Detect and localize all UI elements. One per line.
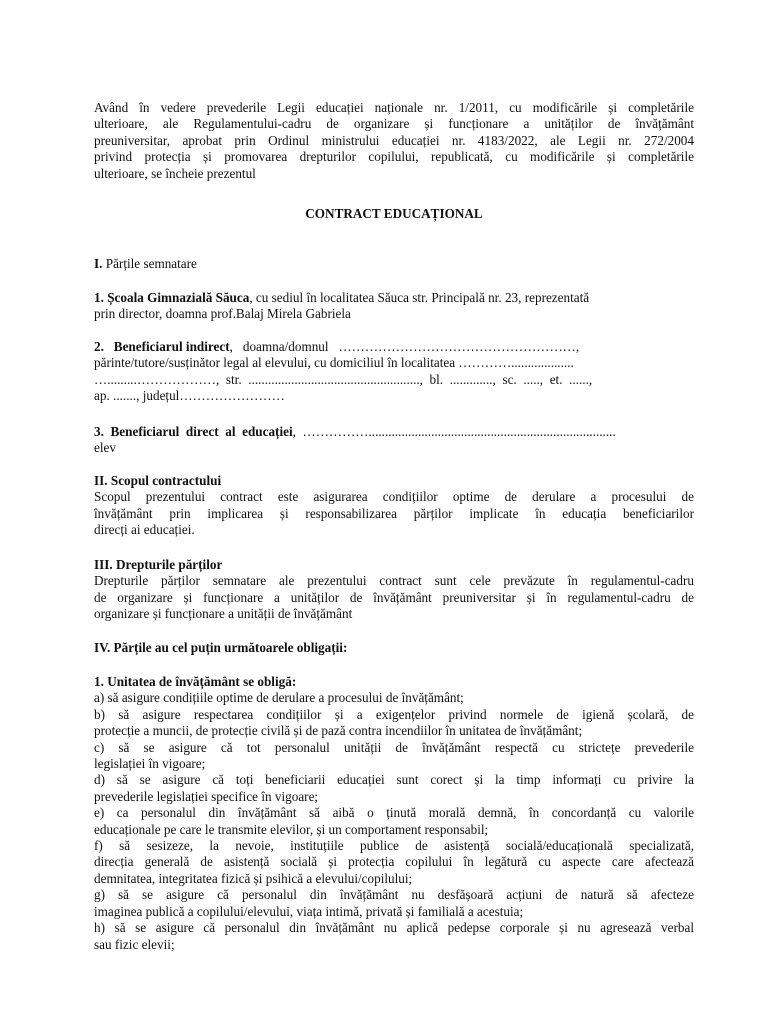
party-2-line: ….........………………, str. ...................................................., bl. ............., sc. ....., et. ......, [94, 371, 593, 387]
obligation-d-cont: prevederile legislației specifice în vigoare; [94, 788, 319, 804]
obligation-b-cont: protecție a muncii, de protecție civilă și de pază contra incendiilor în unitatea de învățământ; [94, 723, 583, 739]
party-2-line: ap. ......., județul…………………… [94, 388, 285, 404]
obligation-h: h) să se asigure că personalul din învățământ nu aplică pedepse corporale și nu agresează verbal [94, 920, 694, 936]
obligation-f-cont: direcția generală de asistență socială și protecția copilului în legătură cu aspecte care afectează [94, 854, 694, 870]
obligation-b: b) să asigure respectarea condițiilor și a exigențelor privind normele de igienă școlară, de [94, 706, 694, 722]
section-4-heading: IV. Părțile au cel puțin următoarele obligații: [94, 640, 348, 655]
section-2-line: direcți ai educației. [94, 522, 195, 538]
party-3-line: elev [94, 440, 116, 456]
obligation-g: g) să se asigure că personalul din învățământ nu desfășoară acțiuni de natură să afecteze [94, 887, 694, 903]
obligation-e-cont: educaționale pe care le transmite elevilor, și un comportament responsabil; [94, 821, 489, 837]
party-2-label: 2. Beneficiarul indirect [94, 339, 230, 354]
party-2-line [94, 339, 694, 355]
section-3 [94, 557, 694, 623]
party-1-line: prin director, doamna prof.Balaj Mirela Gabriela [94, 306, 351, 322]
obligation-f: f) să sesizeze, la nevoie, instituțiile publice de asistență socială/educațională specializată, [94, 838, 694, 854]
obligation-c-cont: legislației în vigoare; [94, 756, 206, 772]
party-1-school [94, 290, 694, 323]
school-obligations [94, 674, 694, 953]
section-3-line: de organizare și funcționare a unităților de învățământ preuniversitar și în regulamentul-cadru de [94, 589, 694, 605]
obligation-h-cont: sau fizic elevii; [94, 936, 175, 952]
section-2-line: Scopul prezentului contract este asigurarea condițiilor optime de derulare a procesului de [94, 489, 694, 505]
section-2 [94, 473, 694, 539]
intro-line: preuniversitar, aprobat prin Ordinul ministrului educației nr. 4183/2022, ale Legii nr. 272/2004 [94, 132, 694, 148]
section-3-heading: III. Drepturile părților [94, 557, 223, 572]
section-1-title: Părțile semnatare [102, 256, 197, 271]
intro-line: ulterioare, se încheie prezentul [94, 165, 256, 181]
obligation-d: d) să se asigure că toți beneficiarii educației sunt corect și la timp informați cu privire la [94, 772, 694, 788]
section-3-line: organizare și funcționare a unității de învățământ [94, 606, 353, 622]
obligation-f-cont: demnitatea, integritatea fizică și psihică a elevului/copilului; [94, 870, 413, 886]
party-2-line: părinte/tutore/susținător legal al elevului, cu domiciliul în localitatea …………................... [94, 355, 574, 371]
section-3-line: Drepturile părților semnatare ale prezentului contract sunt cele prevăzute în regulamentul-cadru [94, 573, 694, 589]
intro-line: Având în vedere prevederile Legii educației naționale nr. 1/2011, cu modificările și completările [94, 100, 694, 115]
party-3-text: , ……………........................................................................... [292, 424, 616, 439]
section-1-heading [94, 256, 694, 272]
section-1-number: I. [94, 256, 103, 271]
obligation-c: c) să se asigure că tot personalul unității de învățământ respectă cu strictețe prevederile [94, 739, 694, 755]
section-4 [94, 640, 694, 656]
intro-line: privind protecția și promovarea drepturilor copilului, republicată, cu modificările și completările [94, 149, 694, 165]
party-3-label: 3. Beneficiarul direct al educației [94, 424, 293, 439]
party-1-text: , cu sediul în localitatea Săuca str. Principală nr. 23, reprezentată [249, 290, 590, 305]
party-2-indirect [94, 339, 694, 405]
party-2-text: , doamna/domnul ………………………………………………, [229, 339, 580, 354]
party-1-line [94, 290, 694, 306]
document-title: CONTRACT EDUCAȚIONAL [305, 206, 483, 221]
obligation-g-cont: imaginea publică a copilului/elevului, viața intimă, privată și familială a acestuia; [94, 903, 524, 919]
section-2-heading: II. Scopul contractului [94, 473, 222, 488]
party-3-line [94, 424, 694, 440]
intro-line: ulterioare, ale Regulamentului-cadru de organizare și funcționare a unităților de învățământ [94, 116, 694, 132]
section-2-line: învățământ prin implicarea și responsabilizarea părților implicate în educația beneficiarilor [94, 505, 694, 521]
obligation-e: e) ca personalul din învățământ să aibă o ținută morală demnă, în concordanță cu valorile [94, 805, 694, 821]
party-1-label: 1. Școala Gimnazială Săuca [94, 290, 250, 305]
obligation-a: a) să asigure condițiile optime de derulare a procesului de învățământ; [94, 690, 464, 706]
party-3-direct [94, 424, 694, 457]
school-obligations-heading: 1. Unitatea de învățământ se obligă: [94, 674, 297, 689]
intro-paragraph [94, 100, 694, 182]
